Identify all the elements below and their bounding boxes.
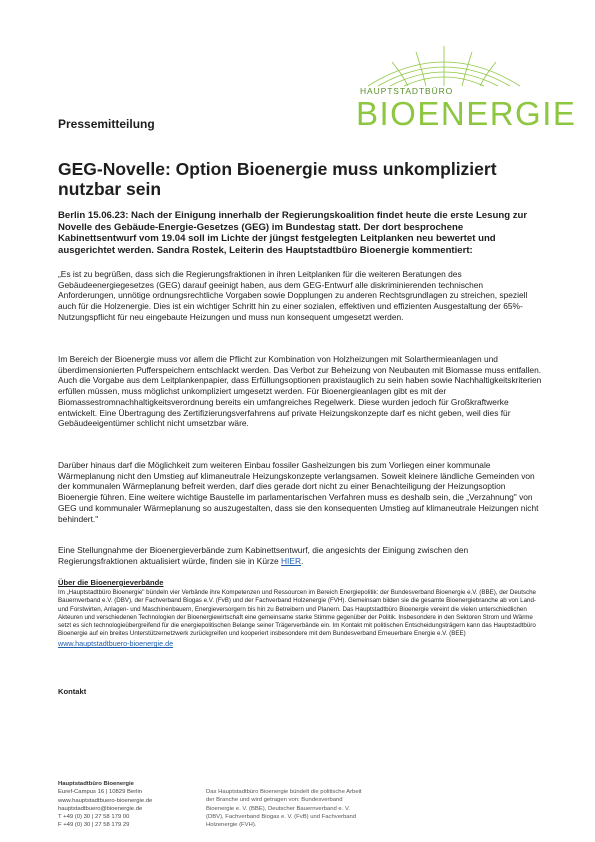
footer-email[interactable]: hauptstadtbuero@bioenergie.de — [58, 805, 143, 812]
body-paragraph-3: Darüber hinaus darf die Möglichkeit zum weiteren Einbau fossiler Gasheizungen bis zum Vorliegen einer kommunale Wärmeplanung nicht den Umstieg auf klimaneutrale Heizungskonzepte verlangsamen. Soweit kleinere ländliche Gemeinden von der kommunalen Wärmeplanung befreit werden, darf dies gerade dort nicht zu einer Benachteiligung der Heizungsoption Bioenergie führen. Eine weitere wichtige Baustelle im parlamentarischen Verfahren muss es deshalb sein, die „Verzahnung" von GEG und kommunaler Wärmeplanung so auszugestalten, dass sie den konsequenten Umstieg auf klimaneutrale Heizungen nicht behindert." — [58, 460, 539, 524]
logo-small-text: HAUPTSTADTBÜRO — [360, 86, 454, 96]
body-paragraph-2: Im Bereich der Bioenergie muss vor allem die Pflicht zur Kombination von Holzheizungen mit Solarthermieanlagen und überdimensionierten Pufferspeichern entschlackt werden. Das Verbot zur Beheizung von Neubauten mit Biomasse muss entfallen. Auch die Vorgabe aus dem Leitplankenpapier, dass Erfüllungsoptionen praxistauglich zu sein haben sowie Nachhaltigkeitskriterien erfüllen müssen, muss möglichst unkompliziert umgesetzt werden. Für Bioenergieanlagen gibt es mit der Biomassestromnachhaltigkeitsverordnung bereits ein umfangreiches Regelwerk. Diese wurden jedoch für Großkraftwerke entwickelt. Eine Übertragung des Zertifizierungsverfahrens auf private Heizungskonzepte darf es nicht geben, weil dies für Gebäudeeigentümer schlicht nicht umsetzbar wäre. — [58, 354, 542, 429]
about-text: Im „Hauptstadtbüro Bioenergie" bündeln vier Verbände ihre Kompetenzen und Ressourcen im Bereich Energiepolitik: der Bundesverband Bioenergie e.V. (BBE), der Deutsche Bauernverband e.V. (DBV), der Fachverband Biogas e.V. (FvB) und der Fachverband Holzenergie (FVH). Gemeinsam bilden sie die gesamte Bioenergiebranche ab von Land- und Forstwirten, Anlagen- und Maschinenbauern, Energieversorgern bis hin zu Betreibern und Planern. Das Hauptstadtbüro Bioenergie vereint die vielen unterschiedlichen Akteuren und verschiedenen Technologien der Bioenergiewirtschaft eine gemeinsame starke Stimme gegenüber der Politik. Insbesondere in den Sektoren Strom und Wärme setzt es sich technologieübergreifend für die energiepolitischen Belange seiner Trägerverbände ein. Im Kontakt mit politischen Entscheidungsträgern kann das Hauptstadtbüro Bioenergie auf ein breites Unterstützernetzwerk zurückgreifen und kooperiert insbesondere mit dem Bundesverband Erneuerbare Energie e.V. (BEE) — [58, 589, 536, 638]
footer-note: Das Hauptstadtbüro Bioenergie bündelt die politische Arbeit der Branche und wird getragen von: Bundesverband Bioenergie e. V. (BBE), Deutscher Bauernverband e. V. (DBV), Fachverband Biogas e. V. (FvB) und Fachverband Holzenergie (FVH). — [206, 789, 362, 829]
footer-address-block — [58, 780, 152, 830]
statement-text: Eine Stellungnahme der Bioenergieverbände zum Kabinettsentwurf, die angesichts der Einigung zwischen den Regierungsfraktionen aktualisiert würde, finden sie in Kürze — [58, 545, 469, 566]
logo-arc-graphic — [356, 44, 532, 88]
footer-phone: T +49 (0) 30 | 27 58 179 00 — [58, 814, 130, 821]
body-paragraph-4 — [58, 545, 542, 566]
logo-big-text: BIOENERGIE — [356, 95, 577, 132]
statement-text-end: . — [301, 555, 304, 566]
footer-address: Euref-Campus 16 | 10829 Berlin — [58, 789, 143, 796]
lead-paragraph: Berlin 15.06.23: Nach der Einigung innerhalb der Regierungskoalition findet heute die erste Lesung zur Novelle des Gebäude-Energie-Gesetzes (GEG) im Bundestag statt. Der dort besprochene Kabinettsentwurf vom 19.04 soll im Lichte der jüngst festgelegten Leitplanken neu bewertet und ausgerichtet werden. Sandra Rostek, Leiterin des Hauptstadtbüro Bioenergie kommentiert: — [58, 210, 528, 256]
contact-heading: Kontakt — [58, 687, 87, 696]
page-title: GEG-Novelle: Option Bioenergie muss unkompliziert nutzbar sein — [58, 159, 497, 199]
body-paragraph-1: „Es ist zu begrüßen, dass sich die Regierungsfraktionen in ihren Leitplanken für die weiteren Beratungen des Gebäudeenergiegesetzes (GEG) darauf geeinigt haben, aus dem GEG-Entwurf alle diskriminierenden technischen Anforderungen, unnötige ordnungsrechtliche Vorgaben sowie Dopplungen zu anderen Rechtsgrundlagen zu streichen, speziell auch für die Holzenergie. Dies ist ein wichtiger Schritt hin zu einer sozialen, effektiven und effizienten Ausgestaltung der 65%-Nutzungspflicht für neu eingebaute Heizungen und muss nun konsequent umgesetzt werden. — [58, 269, 528, 322]
doc-type-label: Pressemitteilung — [58, 117, 155, 131]
statement-link[interactable]: HIER — [281, 555, 302, 566]
about-heading: Über die Bioenergieverbände — [58, 578, 164, 587]
website-link[interactable]: www.hauptstadtbuero-bioenergie.de — [58, 639, 174, 648]
footer-org-name: Hauptstadtbüro Bioenergie — [58, 781, 134, 787]
footer-web[interactable]: www.hauptstadtbuero-bioenergie.de — [58, 797, 153, 804]
footer-fax: F +49 (0) 30 | 27 58 179 29 — [58, 822, 130, 829]
